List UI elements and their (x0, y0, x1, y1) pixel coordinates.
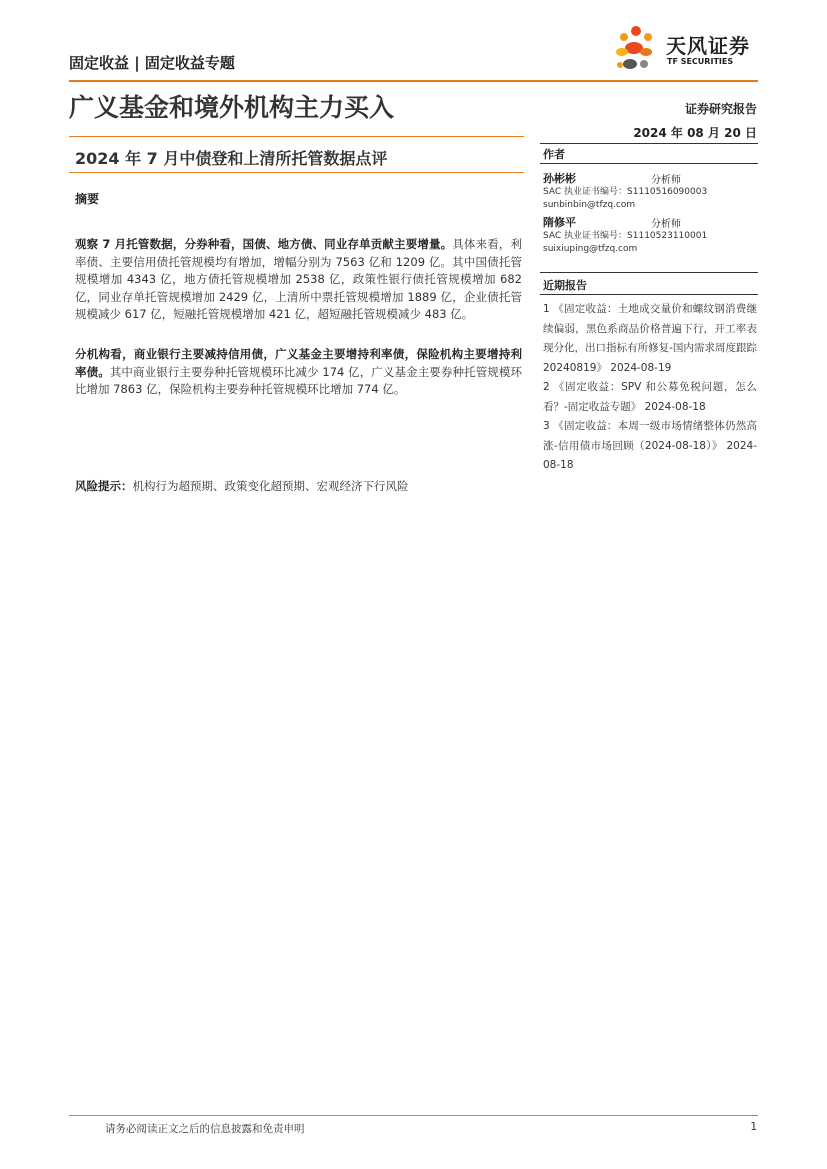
risk-warning (75, 478, 522, 496)
authors-heading-divider (540, 163, 758, 164)
company-logo (610, 24, 760, 74)
footer-divider (69, 1115, 758, 1116)
author-cert: SAC 执业证书编号：S1110516090003 (543, 187, 708, 197)
recent-report-item[interactable]: 2 《固定收益：SPV 和公募免税问题，怎么看？-固定收益专题》 2024-08-18 (543, 381, 757, 413)
author-role: 分析师 (651, 219, 681, 230)
page-number: 1 (750, 1121, 757, 1133)
recent-report-item[interactable]: 1 《固定收益：土地成交量价和螺纹钢消费继续偏弱，黑色系商品价格普遍下行，开工率表现分化，出口指标有所修复-国内需求周度跟踪 20240819》 2024-08-19 (543, 303, 757, 374)
author-name: 隋修平 (543, 216, 576, 229)
author-cert: SAC 执业证书编号：S1110523110001 (543, 231, 708, 241)
footer-disclaimer: 请务必阅读正文之后的信息披露和免责申明 (105, 1123, 305, 1135)
summary-paragraph-2 (75, 346, 522, 399)
authors-heading: 作者 (543, 148, 565, 161)
header-divider (69, 80, 758, 82)
author-email[interactable]: sunbinbin@tfzq.com (543, 200, 636, 210)
subtitle-divider-top (69, 136, 524, 137)
page-subtitle: 2024 年 7 月中债登和上清所托管数据点评 (75, 149, 388, 168)
author-name: 孙彬彬 (543, 172, 576, 185)
summary-heading: 摘要 (75, 192, 100, 206)
recent-heading: 近期报告 (543, 279, 587, 292)
page-title: 广义基金和境外机构主力买入 (69, 93, 395, 122)
recent-divider (540, 272, 758, 273)
subtitle-divider-bottom (69, 172, 524, 173)
recent-reports-list (543, 300, 757, 476)
authors-divider (540, 143, 758, 144)
risk-text: 机构行为超预期、政策变化超预期、宏观经济下行风险 (132, 479, 409, 493)
summary-paragraph-1-lead: 观察 7 月托管数据，分券种看，国债、地方债、同业存单贡献主要增量。 (75, 237, 453, 251)
summary-paragraph-2-lead: 分机构看，商业银行主要减持信用债，广义基金主要增持利率债，保险机构主要增持利率债。 (75, 347, 522, 379)
author-role: 分析师 (651, 175, 681, 186)
risk-label: 风险提示： (75, 479, 133, 493)
logo-name: 天风证券 (666, 34, 750, 58)
logo-mark-icon (610, 24, 666, 74)
section-tag: 固定收益 | 固定收益专题 (69, 54, 235, 72)
recent-report-item[interactable]: 3 《固定收益：本周一级市场情绪整体仍然高涨-信用债市场回顾（2024-08-18）》 2024-08-18 (543, 420, 757, 471)
report-date: 2024 年 08 月 20 日 (633, 126, 757, 140)
logo-subtitle: TF SECURITIES (667, 57, 734, 66)
author-email[interactable]: suixiuping@tfzq.com (543, 244, 638, 254)
summary-paragraph-2-text: 其中商业银行主要券种托管规模环比减少 174 亿，广义基金主要券种托管规模环比增加 7863 亿，保险机构主要券种托管规模环比增加 774 亿。 (75, 364, 523, 396)
recent-heading-divider (540, 294, 758, 295)
summary-paragraph-1-text: 具体来看，利率债、主要信用债托管规模均有增加，增幅分别为 7563 亿和 1209 亿。其中国债托管规模增加 4343 亿，地方债托管规模增加 2538 亿，政策性银行债托管规模增加 682 亿，同业存单托管规模增加 2429 亿，上清所中票托管规模增加 1889 亿，企业债托管规模减少 617 亿，短融托管规模增加 421 亿，超短融托管规模减少 483 亿。 (75, 237, 523, 321)
summary-paragraph-1 (75, 236, 522, 324)
report-type: 证券研究报告 (684, 102, 757, 116)
